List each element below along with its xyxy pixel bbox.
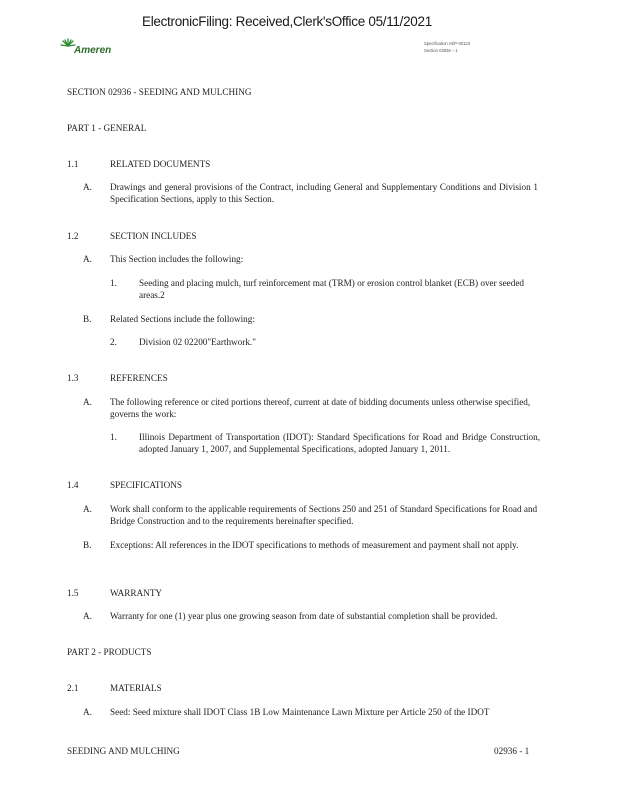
subparagraph-text: Division 02 02200"Earthwork.": [139, 337, 256, 347]
subparagraph-label: 1.: [110, 278, 117, 288]
subparagraph-label: 1.: [110, 432, 117, 442]
paragraph-label: A.: [83, 182, 92, 192]
paragraph-text: Exceptions: All references in the IDOT specifications to methods of measurement and payment shall not apply.: [110, 540, 519, 550]
article-number: 1.1: [67, 159, 79, 169]
paragraph-label: B.: [83, 314, 92, 324]
article-number: 1.3: [67, 373, 79, 383]
paragraph-text: Work shall conform to the applicable requirements of Sections 250 and 251 of Standard Specifications for Road and Bridge Construction and to the requirements hereinafter specified.: [110, 504, 538, 526]
part-2-heading: PART 2 - PRODUCTS: [67, 647, 152, 657]
subparagraph-text: Seeding and placing mulch, turf reinforcement mat (TRM) or erosion control blanket (ECB) over seeded areas.2: [139, 278, 524, 300]
paragraph-text: This Section includes the following:: [110, 254, 244, 264]
subparagraph-label: 2.: [110, 337, 117, 347]
article-title: REFERENCES: [110, 373, 168, 383]
paragraph-text: Related Sections include the following:: [110, 314, 255, 324]
section-title: SECTION 02936 - SEEDING AND MULCHING: [67, 87, 252, 97]
paragraph-text: The following reference or cited portions thereof, current at date of bidding documents unless otherwise specified, governs the work:: [110, 397, 531, 419]
paragraph-label: A.: [83, 254, 92, 264]
paragraph-text: Seed: Seed mixture shall IDOT Class 1B Low Maintenance Lawn Mixture per Article 250 of the IDOT: [110, 707, 490, 717]
article-number: 1.5: [67, 588, 79, 598]
logo-text: Ameren: [74, 45, 112, 56]
paragraph-label: A.: [83, 611, 92, 621]
footer-section-name: SEEDING AND MULCHING: [67, 746, 180, 756]
paragraph-text: Warranty for one (1) year plus one growing season from date of substantial completion shall be provided.: [110, 611, 498, 621]
paragraph-label: B.: [83, 540, 92, 550]
article-title: MATERIALS: [110, 683, 162, 693]
article-title: WARRANTY: [110, 588, 163, 598]
article-number: 2.1: [67, 683, 79, 693]
electronic-filing-stamp: ElectronicFiling: Received,Clerk'sOffice 05/11/2021: [142, 14, 432, 29]
article-title: SPECIFICATIONS: [110, 480, 182, 490]
paragraph-label: A.: [83, 707, 92, 717]
subparagraph-text: Illinois Department of Transportation (IDOT): Standard Specifications for Road and Bridge Construction, adopted January 1, 2007, and Supplemental Specifications, adopted January 1, 2011.: [139, 432, 540, 454]
spec-id-line-2: Section 02936 – 1: [424, 48, 458, 53]
paragraph-label: A.: [83, 397, 92, 407]
article-number: 1.4: [67, 480, 79, 490]
footer-page-number: 02936 - 1: [494, 746, 530, 756]
article-title: SECTION INCLUDES: [110, 231, 197, 241]
article-number: 1.2: [67, 231, 79, 241]
article-title: RELATED DOCUMENTS: [110, 159, 211, 169]
paragraph-label: A.: [83, 504, 92, 514]
spec-identifier: [424, 40, 470, 54]
part-1-heading: PART 1 - GENERAL: [67, 123, 147, 133]
paragraph-text: Drawings and general provisions of the Contract, including General and Supplementary Conditions and Division 1 Specification Sections, apply to this Section.: [110, 182, 538, 204]
ameren-logo: [60, 38, 120, 60]
spec-id-line-1: Specification AEP-00123: [424, 41, 471, 46]
